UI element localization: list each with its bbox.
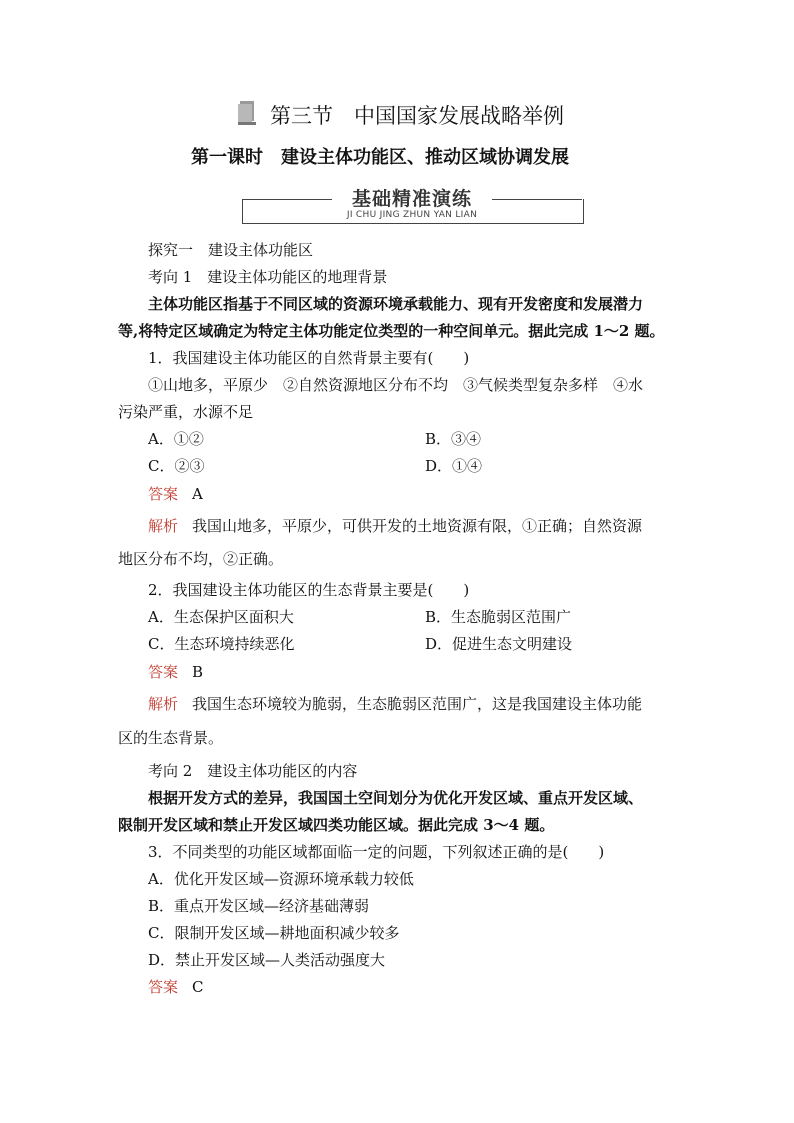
intro1-line1: 主体功能区指基于不同区域的资源环境承载能力、现有开发密度和发展潜力 [148, 295, 644, 313]
direction2-heading: 考向 2 建设主体功能区的内容 [148, 762, 358, 780]
q1-option-d: D．①④ [425, 457, 483, 475]
direction1-heading: 考向 1 建设主体功能区的地理背景 [148, 268, 388, 286]
q2-option-d: D．促进生态文明建设 [425, 635, 573, 653]
q1-answer [148, 484, 203, 504]
intro2-line2: 限制开发区域和禁止开发区域四类功能区域。据此完成 3～4 题。 [118, 816, 555, 834]
analysis-text: 我国生态环境较为脆弱，生态脆弱区范围广，这是我国建设主体功能 [192, 695, 643, 713]
q3-option-b: B．重点开发区域—经济基础薄弱 [148, 897, 370, 915]
inquiry-heading: 探究一 建设主体功能区 [148, 241, 314, 259]
q1-items-line1: ①山地多，平原少 ②自然资源地区分布不均 ③气候类型复杂多样 ④水 [148, 376, 644, 394]
q3-stem: 3．不同类型的功能区域都面临一定的问题，下列叙述正确的是( ) [148, 843, 605, 861]
answer-label: 答案 [148, 978, 179, 996]
q1-items-line2: 污染严重，水源不足 [118, 403, 254, 421]
q2-analysis-line2: 区的生态背景。 [118, 729, 224, 747]
q2-option-a: A．生态保护区面积大 [148, 608, 294, 626]
banner-pinyin: JI CHU JING ZHUN YAN LIAN [346, 210, 478, 220]
section-title: 第三节 中国国家发展战略举例 [270, 104, 564, 128]
lesson-title: 第一课时 建设主体功能区、推动区域协调发展 [191, 147, 569, 168]
q2-stem: 2．我国建设主体功能区的生态背景主要是( ) [148, 581, 470, 599]
answer-value: B [192, 663, 204, 681]
q1-stem: 1．我国建设主体功能区的自然背景主要有( ) [148, 349, 470, 367]
q2-analysis-line1 [148, 694, 642, 714]
q3-answer [148, 977, 204, 997]
intro2-line1: 根据开发方式的差异，我国国土空间划分为优化开发区域、重点开发区域、 [148, 789, 644, 807]
q1-option-c: C．②③ [148, 457, 205, 475]
q3-option-a: A．优化开发区域—资源环境承载力较低 [148, 870, 414, 888]
answer-label: 答案 [148, 663, 179, 681]
q3-option-c: C．限制开发区域—耕地面积减少较多 [148, 924, 400, 942]
section-banner [242, 187, 582, 225]
intro1-line2: 等,将特定区域确定为特定主体功能定位类型的一种空间单元。据此完成 1～2 题。 [118, 322, 665, 340]
q1-option-b: B．③④ [425, 430, 482, 448]
answer-value: A [192, 485, 203, 503]
banner-title: 基础精准演练 [351, 188, 472, 210]
analysis-label: 解析 [148, 695, 179, 713]
book-icon [236, 100, 258, 126]
q3-option-d: D．禁止开发区域—人类活动强度大 [148, 951, 386, 969]
q1-analysis-line1 [148, 516, 642, 536]
q2-option-c: C．生态环境持续恶化 [148, 635, 295, 653]
analysis-text: 我国山地多，平原少，可供开发的土地资源有限，①正确；自然资源 [192, 517, 643, 535]
analysis-label: 解析 [148, 517, 179, 535]
q2-answer [148, 662, 203, 682]
answer-label: 答案 [148, 485, 179, 503]
q2-option-b: B．生态脆弱区范围广 [425, 608, 572, 626]
answer-value: C [192, 978, 204, 996]
q1-option-a: A．①② [148, 430, 204, 448]
q1-analysis-line2: 地区分布不均，②正确。 [118, 550, 284, 568]
